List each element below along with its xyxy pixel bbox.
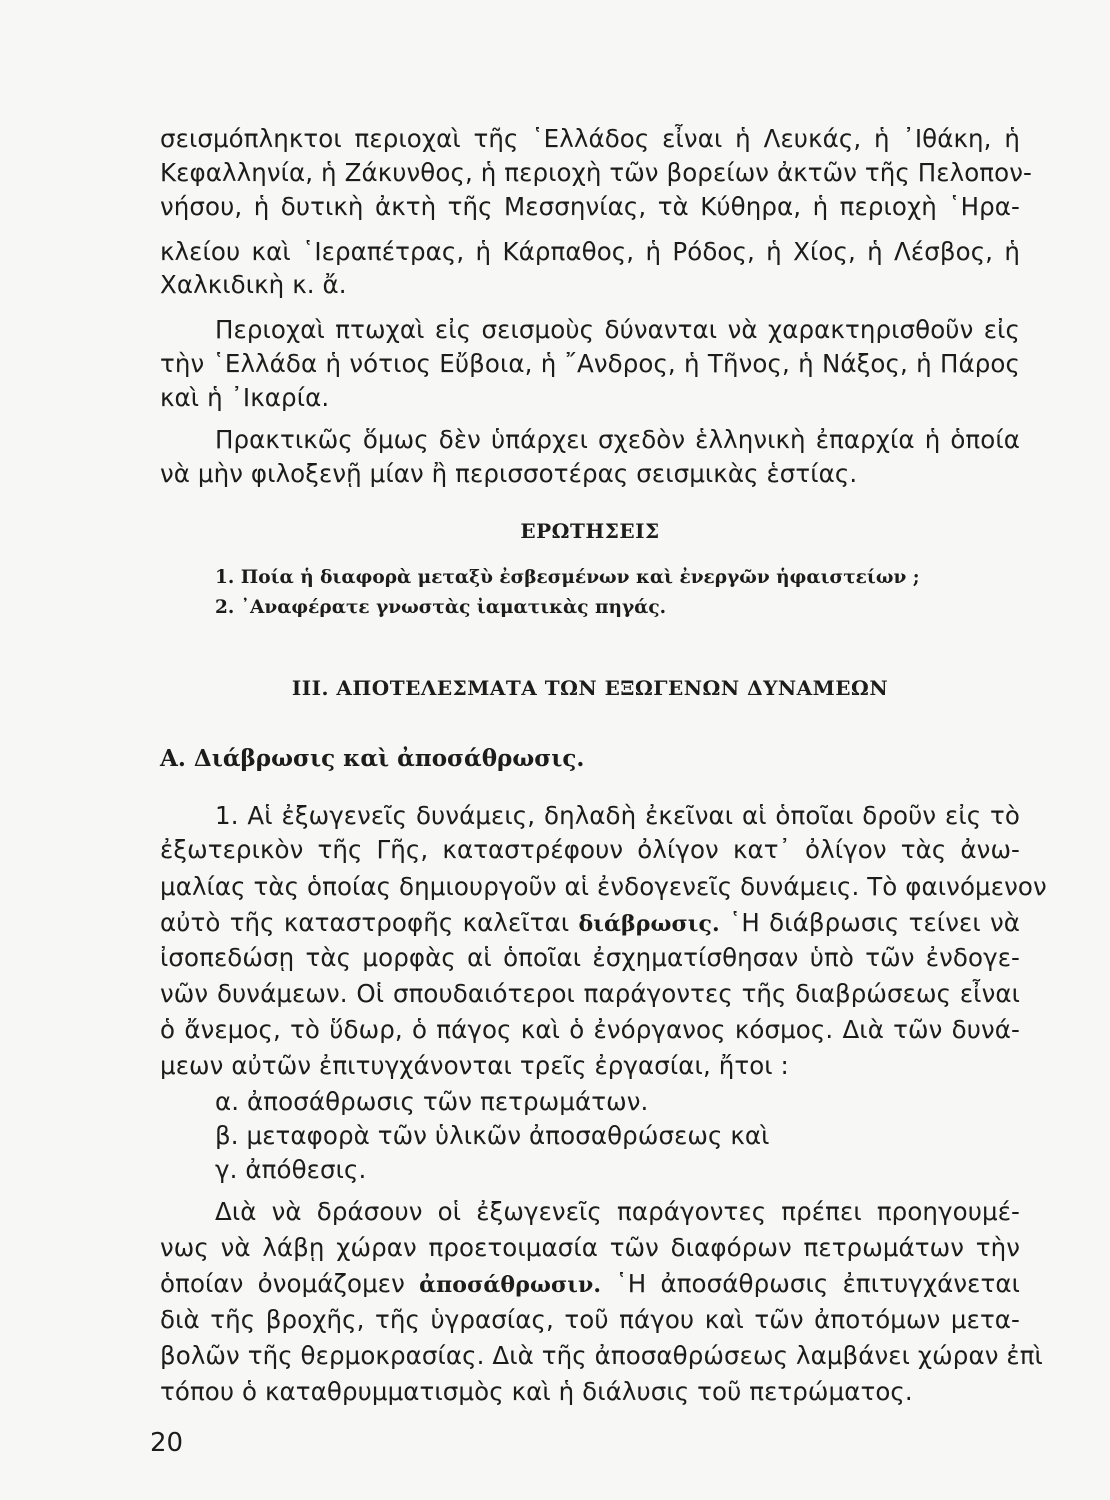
text-run: ῾Η ἀποσάθρωσις ἐπιτυγχάνεται [601,1269,1020,1298]
text-line: καὶ ἡ ᾿Ικαρία. [160,383,330,412]
text-line: τόπου ὁ καταθρυμματισμὸς καὶ ἡ διάλυσις τοῦ πετρώματος. [160,1377,913,1406]
question-2: 2. ᾿Αναφέρατε γνωστὰς ἰαματικὰς πηγάς. [215,597,667,618]
text-line: νήσου, ἡ δυτικὴ ἀκτὴ τῆς Μεσσηνίας, τὰ Κύθηρα, ἡ περιοχὴ ῾Ηρα- [160,192,1020,221]
text-line: νως νὰ λάβῃ χώραν προετοιμασία τῶν διαφόρων πετρωμάτων τὴν [160,1233,1020,1262]
text-line: ἐξωτερικὸν τῆς Γῆς, καταστρέφουν ὀλίγον κατ᾿ ὀλίγον τὰς ἀνω- [160,835,1020,864]
text-line: Πρακτικῶς ὅμως δὲν ὑπάρχει σχεδὸν ἑλληνικὴ ἐπαρχία ἡ ὁποία [215,425,1020,454]
section-heading: Α. Διάβρωσις καὶ ἀποσάθρωσις. [160,745,585,772]
text-line: διὰ τῆς βροχῆς, τῆς ὑγρασίας, τοῦ πάγου καὶ τῶν ἀποτόμων μετα- [160,1305,1020,1334]
text-line: μαλίας τὰς ὁποίας δημιουργοῦν αἱ ἐνδογενεῖς δυνάμεις. Τὸ φαινόμενον [160,872,1047,901]
text-line: Διὰ νὰ δράσουν οἱ ἐξωγενεῖς παράγοντες πρέπει προηγουμέ- [215,1197,1020,1226]
text-line: τὴν ῾Ελλάδα ἡ νότιος Εὔβοια, ἡ ῎Ανδρος, ἡ Τῆνος, ἡ Νάξος, ἡ Πάρος [160,349,1020,378]
page-number: 20 [150,1428,184,1458]
text-line: ἰσοπεδώσῃ τὰς μορφὰς αἱ ὁποῖαι ἐσχηματίσθησαν ὑπὸ τῶν ἐνδογε- [160,943,1020,972]
text-line: Περιοχαὶ πτωχαὶ εἰς σεισμοὺς δύνανται νὰ χαρακτηρισθοῦν εἰς [215,315,1020,344]
text-line: Χαλκιδικὴ κ. ἄ. [160,270,347,299]
term-bold: ἀποσάθρωσιν. [419,1272,602,1298]
chapter-heading: ΙΙΙ. ΑΠΟΤΕΛΕΣΜΑΤΑ ΤΩΝ ΕΞΩΓΕΝΩΝ ΔΥΝΑΜΕΩΝ [291,676,889,700]
text-line: νὰ μὴν φιλοξενῇ μίαν ἢ περισσοτέρας σεισμικὰς ἑστίας. [160,459,858,488]
list-item: α. ἀποσάθρωσις τῶν πετρωμάτων. [215,1087,649,1116]
text-line: μεων αὐτῶν ἐπιτυγχάνονται τρεῖς ἐργασίαι, ἤτοι : [160,1051,789,1080]
text-line: Κεφαλληνία, ἡ Ζάκυνθος, ἡ περιοχὴ τῶν βορείων ἀκτῶν τῆς Πελοπον- [160,158,1032,187]
list-item: β. μεταφορὰ τῶν ὑλικῶν ἀποσαθρώσεως καὶ [215,1121,770,1150]
question-1: 1. Ποία ἡ διαφορὰ μεταξὺ ἐσβεσμένων καὶ ἐνεργῶν ἡφαιστείων ; [215,567,920,588]
text-line: ὁ ἄνεμος, τὸ ὕδωρ, ὁ πάγος καὶ ὁ ἐνόργανος κόσμος. Διὰ τῶν δυνά- [160,1015,1020,1044]
text-run: αὐτὸ τῆς καταστροφῆς καλεῖται [160,908,579,937]
text-line: βολῶν τῆς θερμοκρασίας. Διὰ τῆς ἀποσαθρώσεως λαμβάνει χώραν ἐπὶ [160,1341,1043,1370]
text-line [160,906,1020,941]
text-line [160,1267,1020,1302]
text-line: 1. Αἱ ἐξωγενεῖς δυνάμεις, δηλαδὴ ἐκεῖναι αἱ ὁποῖαι δροῦν εἰς τὸ [215,801,1020,830]
term-bold: διάβρωσις. [578,911,720,937]
text-line: κλείου καὶ ῾Ιεραπέτρας, ἡ Κάρπαθος, ἡ Ρόδος, ἡ Χίος, ἡ Λέσβος, ἡ [160,237,1020,266]
list-item: γ. ἀπόθεσις. [215,1155,367,1184]
text-run: ὁποίαν ὀνομάζομεν [160,1269,420,1298]
text-line: σεισμόπληκτοι περιοχαὶ τῆς ῾Ελλάδος εἶναι ἡ Λευκάς, ἡ ᾿Ιθάκη, ἡ [160,124,1020,153]
text-run: ῾Η διάβρωσις τείνει νὰ [719,908,1020,937]
text-line: νῶν δυνάμεων. Οἱ σπουδαιότεροι παράγοντες τῆς διαβρώσεως εἶναι [160,979,1020,1008]
questions-heading: ΕΡΩΤΗΣΕΙΣ [520,519,660,543]
